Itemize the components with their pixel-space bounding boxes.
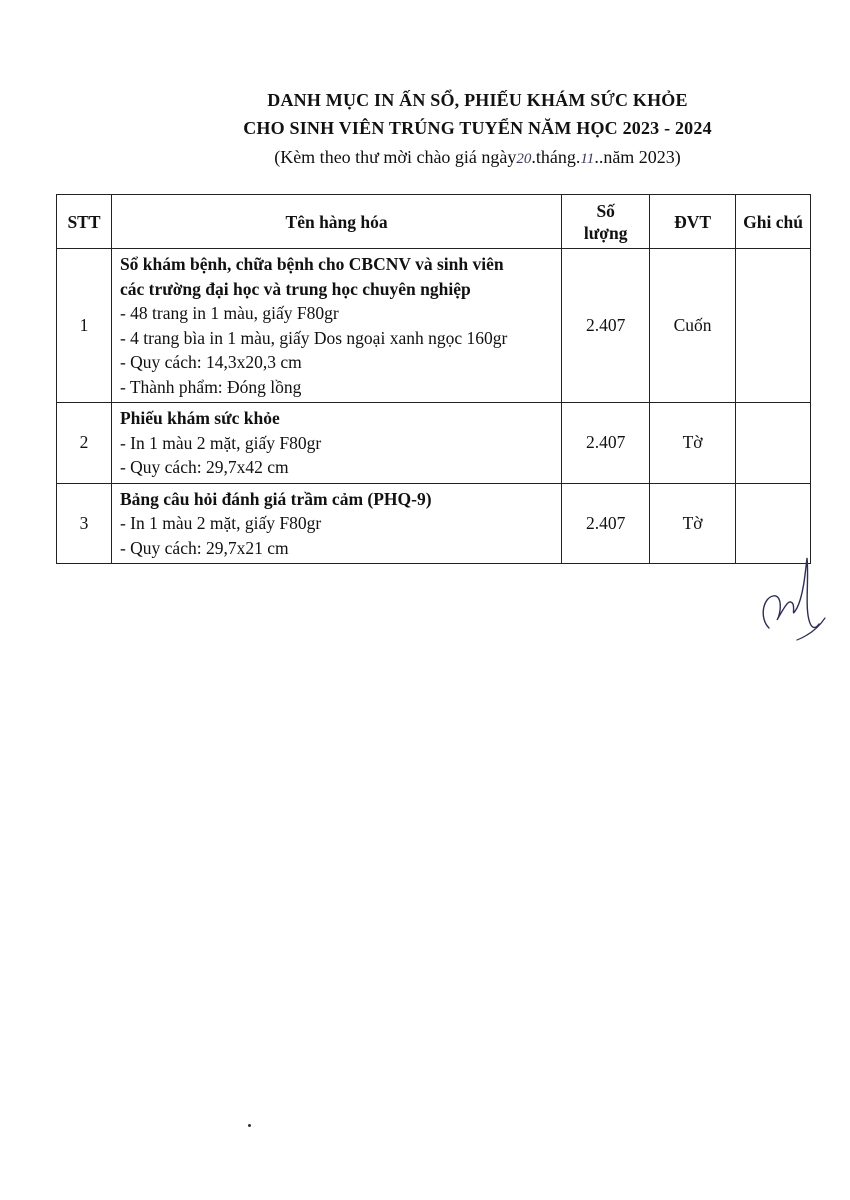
subtitle-handwritten-day: 20 — [516, 151, 532, 167]
item-detail: - In 1 màu 2 mặt, giấy F80gr — [119, 513, 322, 533]
item-name: Sổ khám bệnh, chữa bệnh cho CBCNV và sinh viên — [119, 254, 504, 274]
stray-dot — [248, 1124, 251, 1127]
row-quantity: 2.407 — [562, 249, 650, 403]
header-unit: ĐVT — [650, 195, 736, 249]
table-header-row — [57, 195, 811, 249]
header-quantity — [562, 195, 650, 249]
header-note: Ghi chú — [736, 195, 811, 249]
item-name: Bảng câu hỏi đánh giá trầm cảm (PHQ-9) — [119, 488, 432, 509]
item-detail: - Thành phẩm: Đóng lồng — [119, 376, 302, 397]
subtitle-year: ..năm 2023) — [594, 147, 681, 167]
item-detail: - 48 trang in 1 màu, giấy F80gr — [119, 303, 339, 323]
item-detail: - In 1 màu 2 mặt, giấy F80gr — [119, 432, 322, 453]
header-quantity-line-1: Số — [596, 200, 615, 221]
row-stt: 1 — [57, 249, 112, 403]
row-note — [736, 403, 811, 484]
document-subtitle — [0, 144, 850, 172]
row-description — [111, 403, 561, 484]
item-detail: - Quy cách: 14,3x20,3 cm — [119, 352, 302, 372]
row-note — [736, 249, 811, 403]
header-name: Tên hàng hóa — [111, 195, 561, 249]
row-unit: Tờ — [650, 483, 736, 564]
row-stt: 2 — [57, 403, 112, 484]
row-stt: 3 — [57, 483, 112, 564]
row-description — [111, 249, 561, 403]
item-name: các trường đại học và trung học chuyên nghiệp — [119, 278, 471, 299]
goods-table — [56, 194, 811, 564]
item-detail: - Quy cách: 29,7x21 cm — [119, 537, 289, 558]
row-quantity: 2.407 — [562, 483, 650, 564]
header-quantity-line-2: lượng — [583, 222, 628, 243]
item-detail: - 4 trang bìa in 1 màu, giấy Dos ngoại xanh ngọc 160gr — [119, 327, 508, 348]
row-unit: Tờ — [650, 403, 736, 484]
row-unit: Cuốn — [650, 249, 736, 403]
table-row — [57, 249, 811, 403]
subtitle-handwritten-month: 11 — [580, 151, 595, 167]
document-title-line-2: CHO SINH VIÊN TRÚNG TUYỂN NĂM HỌC 2023 - 2024 — [243, 118, 712, 138]
row-quantity: 2.407 — [562, 403, 650, 484]
table-row — [57, 403, 811, 484]
title-block — [0, 86, 850, 172]
subtitle-month-label: .tháng. — [531, 147, 581, 167]
table-row — [57, 483, 811, 564]
item-detail: - Quy cách: 29,7x42 cm — [119, 457, 289, 477]
document-title-line-1: DANH MỤC IN ẤN SỔ, PHIẾU KHÁM SỨC KHỎE — [267, 90, 688, 110]
subtitle-prefix: (Kèm theo thư mời chào giá ngày — [274, 147, 517, 167]
item-name: Phiếu khám sức khỏe — [119, 408, 280, 428]
handwritten-signature-icon — [757, 548, 827, 643]
row-description — [111, 483, 561, 564]
header-stt: STT — [57, 195, 112, 249]
